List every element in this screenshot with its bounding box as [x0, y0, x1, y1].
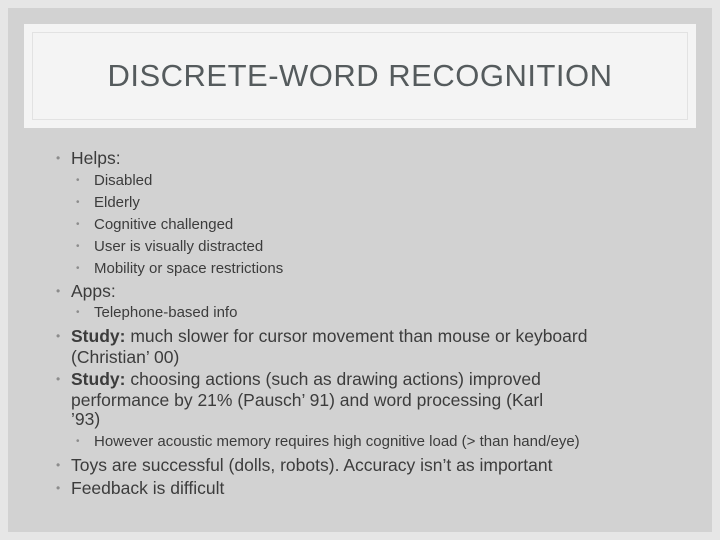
- study-label: Study:: [71, 369, 126, 389]
- bullet-dot: •: [76, 175, 80, 186]
- sub-bullet-text: Cognitive challenged: [94, 216, 234, 233]
- bullet-dot: •: [76, 219, 80, 230]
- bullet-dot: •: [76, 436, 80, 447]
- slide-title: DISCRETE-WORD RECOGNITION: [107, 58, 613, 93]
- bullet-text: (Christian’ 00): [71, 347, 180, 367]
- bullet-text: Helps:: [71, 148, 121, 168]
- bullet-dot: •: [76, 197, 80, 208]
- bullet-text: Feedback is difficult: [71, 478, 225, 498]
- bullet-dot: •: [56, 458, 61, 472]
- sub-bullet-text: Mobility or space restrictions: [94, 260, 284, 277]
- bullet-dot: •: [56, 481, 61, 495]
- sub-bullet-text: Elderly: [94, 194, 140, 211]
- study-text: much slower for cursor movement than mouse or keyboard: [125, 326, 588, 346]
- bullet-text: Toys are successful (dolls, robots). Accuracy isn’t as important: [71, 455, 553, 475]
- sub-bullet-text: Disabled: [94, 172, 153, 189]
- bullet-text: [71, 369, 691, 390]
- study-label: Study:: [71, 326, 126, 346]
- bullet-text: performance by 21% (Pausch’ 91) and word processing (Karl: [71, 390, 544, 410]
- sub-bullet-text: However acoustic memory requires high cognitive load (> than hand/eye): [94, 433, 580, 450]
- bullet-dot: •: [76, 263, 80, 274]
- bullet-text: ’93): [71, 409, 101, 429]
- bullet-text: [71, 326, 691, 347]
- bullet-text: Apps:: [71, 281, 116, 301]
- bullet-dot: •: [76, 241, 80, 252]
- sub-bullet-text: Telephone-based info: [94, 304, 238, 321]
- bullet-dot: •: [76, 307, 80, 318]
- bullet-dot: •: [56, 284, 61, 298]
- slide: [8, 8, 712, 532]
- study-text: choosing actions (such as drawing actions) improved: [125, 369, 541, 389]
- bullet-list: [8, 8, 712, 532]
- bullet-dot: •: [56, 151, 61, 165]
- bullet-dot: •: [56, 329, 61, 343]
- sub-bullet-text: User is visually distracted: [94, 238, 264, 255]
- bullet-dot: •: [56, 372, 61, 386]
